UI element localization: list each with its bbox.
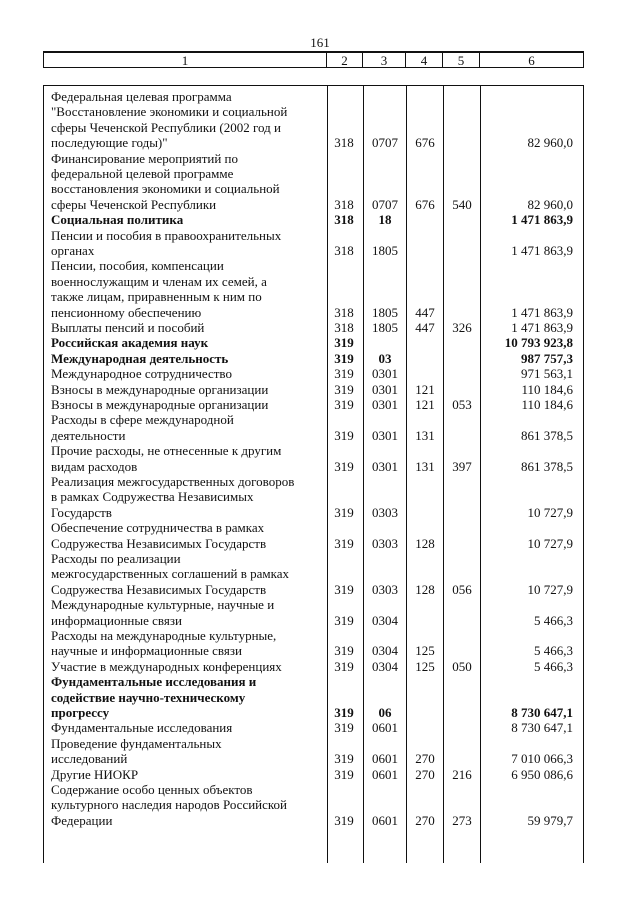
description-line: Государств (51, 504, 112, 520)
cell-c4: 447 (415, 304, 435, 320)
cell-c4: 131 (415, 427, 435, 443)
description-line: прогрессу (51, 705, 110, 720)
row-description (51, 474, 328, 520)
cell-c4: 121 (415, 396, 435, 412)
cell-c2: 318 (334, 319, 354, 335)
table-row (44, 720, 583, 735)
description-line: Фундаментальные исследования (51, 720, 233, 736)
cell-c3: 0601 (372, 751, 398, 767)
cell-c6: 861 378,5 (521, 458, 573, 474)
cell-c6: 5 466,3 (534, 612, 573, 628)
cell-c5: 273 (452, 812, 472, 828)
description-line: федеральной целевой программе (51, 166, 234, 181)
description-line: Расходы на международные культурные, (51, 628, 277, 643)
description-line: Выплаты пенсий и пособий (51, 320, 205, 335)
cell-c2: 319 (334, 766, 354, 782)
header-col-4: 4 (406, 53, 443, 67)
description-line: Расходы по реализации (51, 551, 181, 566)
cell-c2: 318 (334, 196, 354, 212)
cell-c2: 319 (334, 381, 354, 397)
row-description (51, 443, 328, 474)
table-header (43, 51, 584, 68)
description-line: Федеральная целевая программа (51, 89, 232, 104)
cell-c4: 131 (415, 458, 435, 474)
description-line: военнослужащим и членам их семей, а (51, 273, 267, 289)
description-line: также лицам, приравненным к ним по (51, 289, 262, 305)
row-description (51, 659, 328, 674)
row-description (51, 597, 328, 628)
row-description (51, 674, 328, 720)
description-line: Международная деятельность (51, 350, 229, 366)
description-line: Содружества Независимых Государств (51, 535, 267, 551)
description-line: Обеспечение сотрудничества в рамках (51, 520, 265, 536)
description-line: Другие НИОКР (51, 766, 139, 782)
table-row (44, 659, 583, 674)
description-line: Взносы в международные организации (51, 397, 269, 412)
cell-c3: 0303 (372, 504, 398, 520)
cell-c2: 319 (334, 335, 354, 351)
table-row (44, 736, 583, 767)
cell-c2: 319 (334, 704, 354, 720)
cell-c2: 319 (334, 350, 354, 366)
description-line: Международные культурные, научные и (51, 597, 275, 613)
header-col-5: 5 (443, 53, 480, 67)
cell-c2: 318 (334, 304, 354, 320)
cell-c4: 270 (415, 766, 435, 782)
table-row (44, 412, 583, 443)
description-line: Взносы в международные организации (51, 381, 269, 397)
row-description (51, 151, 328, 213)
row-description (51, 412, 328, 443)
table-row (44, 212, 583, 227)
cell-c3: 0301 (372, 381, 398, 397)
description-line: Содержание особо ценных объектов (51, 782, 253, 797)
row-description (51, 258, 328, 320)
row-description (51, 397, 328, 412)
cell-c3: 1805 (372, 304, 398, 320)
description-line: Участие в международных конференциях (51, 658, 282, 674)
row-description (51, 320, 328, 335)
cell-c3: 0304 (372, 643, 398, 659)
table-row (44, 782, 583, 828)
header-col-6: 6 (528, 53, 535, 68)
cell-c6: 861 378,5 (521, 427, 573, 443)
cell-c4: 121 (415, 381, 435, 397)
table-row (44, 228, 583, 259)
row-description (51, 212, 328, 227)
description-line: культурного наследия народов Российской (51, 797, 288, 813)
cell-c4: 447 (415, 319, 435, 335)
cell-c3: 0601 (372, 766, 398, 782)
cell-c3: 0707 (372, 135, 398, 151)
row-description (51, 628, 328, 659)
row-description (51, 351, 328, 366)
cell-c2: 319 (334, 458, 354, 474)
description-line: Российская академия наук (51, 335, 209, 351)
cell-c4: 128 (415, 581, 435, 597)
cell-c2: 319 (334, 612, 354, 628)
page-number: 161 (310, 35, 330, 50)
description-line: Проведение фундаментальных (51, 735, 222, 751)
cell-c6: 1 471 863,9 (511, 304, 573, 320)
table-row (44, 628, 583, 659)
cell-c6: 8 730 647,1 (511, 720, 573, 736)
cell-c6: 7 010 066,3 (511, 751, 573, 767)
description-line: Федерации (51, 812, 113, 828)
cell-c4: 125 (415, 658, 435, 674)
cell-c3: 06 (378, 704, 392, 720)
cell-c5: 397 (452, 458, 472, 474)
cell-c2: 319 (334, 643, 354, 659)
cell-c6: 1 471 863,9 (511, 242, 573, 258)
cell-c3: 0304 (372, 612, 398, 628)
cell-c2: 319 (334, 581, 354, 597)
header-col-3: 3 (363, 53, 406, 67)
description-line: "Восстановление экономики и социальной (51, 104, 288, 120)
cell-c4: 128 (415, 535, 435, 551)
cell-c3: 1805 (372, 319, 398, 335)
cell-c2: 319 (334, 720, 354, 736)
row-description (51, 782, 328, 828)
budget-table (43, 85, 584, 863)
table-row (44, 551, 583, 597)
cell-c6: 10 727,9 (527, 581, 573, 597)
description-line: Расходы в сфере международной (51, 412, 234, 428)
cell-c2: 318 (334, 242, 354, 258)
cell-c4: 125 (415, 643, 435, 659)
table-row (44, 674, 583, 720)
header-col-1: 1 (44, 53, 327, 67)
row-description (51, 551, 328, 597)
row-description (51, 89, 328, 151)
cell-c3: 0303 (372, 581, 398, 597)
row-description (51, 382, 328, 397)
table-row (44, 258, 583, 320)
cell-c2: 319 (334, 535, 354, 551)
description-line: Реализация межгосударственных договоров (51, 474, 295, 489)
cell-c4: 676 (415, 135, 435, 151)
cell-c3: 1805 (372, 242, 398, 258)
row-description (51, 736, 328, 767)
cell-c3: 0301 (372, 458, 398, 474)
cell-c5: 053 (452, 396, 472, 412)
cell-c6: 1 471 863,9 (511, 212, 573, 228)
row-description (51, 520, 328, 551)
table-row (44, 597, 583, 628)
description-line: последующие годы)" (51, 135, 168, 151)
table-row (44, 397, 583, 412)
cell-c6: 5 466,3 (534, 643, 573, 659)
cell-c5: 326 (452, 319, 472, 335)
cell-c2: 319 (334, 396, 354, 412)
cell-c3: 0707 (372, 196, 398, 212)
cell-c3: 0601 (372, 720, 398, 736)
cell-c4: 270 (415, 751, 435, 767)
table-row (44, 151, 583, 213)
cell-c4: 270 (415, 812, 435, 828)
cell-c6: 82 960,0 (527, 196, 573, 212)
cell-c6: 82 960,0 (527, 135, 573, 151)
cell-c3: 0304 (372, 658, 398, 674)
cell-c2: 318 (334, 212, 354, 228)
row-description (51, 767, 328, 782)
cell-c3: 0301 (372, 396, 398, 412)
description-line: Социальная политика (51, 212, 184, 228)
table-row (44, 382, 583, 397)
table-row (44, 89, 583, 151)
cell-c2: 319 (334, 751, 354, 767)
cell-c6: 1 471 863,9 (511, 319, 573, 335)
cell-c3: 0303 (372, 535, 398, 551)
cell-c5: 540 (452, 196, 472, 212)
table-row (44, 335, 583, 350)
description-line: Пенсии и пособия в правоохранительных (51, 227, 282, 243)
row-description (51, 228, 328, 259)
cell-c6: 987 757,3 (521, 350, 573, 366)
cell-c6: 5 466,3 (534, 658, 573, 674)
row-description (51, 366, 328, 381)
description-line: Международное сотрудничество (51, 366, 232, 382)
cell-c3: 18 (378, 212, 392, 228)
cell-c2: 319 (334, 812, 354, 828)
cell-c6: 971 563,1 (521, 366, 573, 382)
cell-c5: 216 (452, 766, 472, 782)
row-description (51, 335, 328, 350)
cell-c6: 59 979,7 (527, 812, 573, 828)
description-line: Прочие расходы, не отнесенные к другим (51, 443, 282, 459)
cell-c6: 6 950 086,6 (511, 766, 573, 782)
table-row (44, 366, 583, 381)
header-col-2: 2 (327, 53, 363, 67)
description-line: Финансирование мероприятий по (51, 150, 239, 166)
cell-c6: 8 730 647,1 (511, 704, 573, 720)
cell-c3: 0601 (372, 812, 398, 828)
cell-c6: 10 727,9 (527, 504, 573, 520)
description-line: Пенсии, пособия, компенсации (51, 258, 224, 274)
cell-c6: 10 793 923,8 (504, 335, 573, 351)
cell-c3: 0301 (372, 427, 398, 443)
description-line: Содружества Независимых Государств (51, 581, 267, 597)
table-row (44, 351, 583, 366)
cell-c2: 319 (334, 366, 354, 382)
description-line: Фундаментальные исследования и (51, 674, 257, 690)
description-line: сферы Чеченской Республики (51, 196, 217, 212)
cell-c6: 110 184,6 (521, 381, 573, 397)
table-row (44, 320, 583, 335)
cell-c5: 056 (452, 581, 472, 597)
table-row (44, 767, 583, 782)
description-line: органах (51, 243, 95, 258)
description-line: содействие научно-техническому (51, 689, 246, 705)
description-line: пенсионному обеспечению (51, 304, 202, 320)
cell-c2: 319 (334, 504, 354, 520)
table-row (44, 520, 583, 551)
cell-c3: 0301 (372, 366, 398, 382)
table-row (44, 474, 583, 520)
description-line: сферы Чеченской Республики (2002 год и (51, 119, 281, 135)
description-line: видам расходов (51, 458, 138, 474)
cell-c4: 676 (415, 196, 435, 212)
description-line: научные и информационные связи (51, 643, 242, 659)
description-line: исследований (51, 751, 128, 767)
cell-c6: 110 184,6 (521, 396, 573, 412)
description-line: межгосударственных соглашений в рамках (51, 566, 290, 582)
cell-c2: 318 (334, 135, 354, 151)
cell-c2: 319 (334, 658, 354, 674)
cell-c6: 10 727,9 (527, 535, 573, 551)
row-description (51, 720, 328, 735)
description-line: информационные связи (51, 612, 182, 628)
cell-c5: 050 (452, 658, 472, 674)
table-row (44, 443, 583, 474)
cell-c3: 03 (378, 350, 392, 366)
description-line: в рамках Содружества Независимых (51, 489, 254, 505)
description-line: восстановления экономики и социальной (51, 181, 280, 197)
description-line: деятельности (51, 427, 126, 443)
cell-c2: 319 (334, 427, 354, 443)
